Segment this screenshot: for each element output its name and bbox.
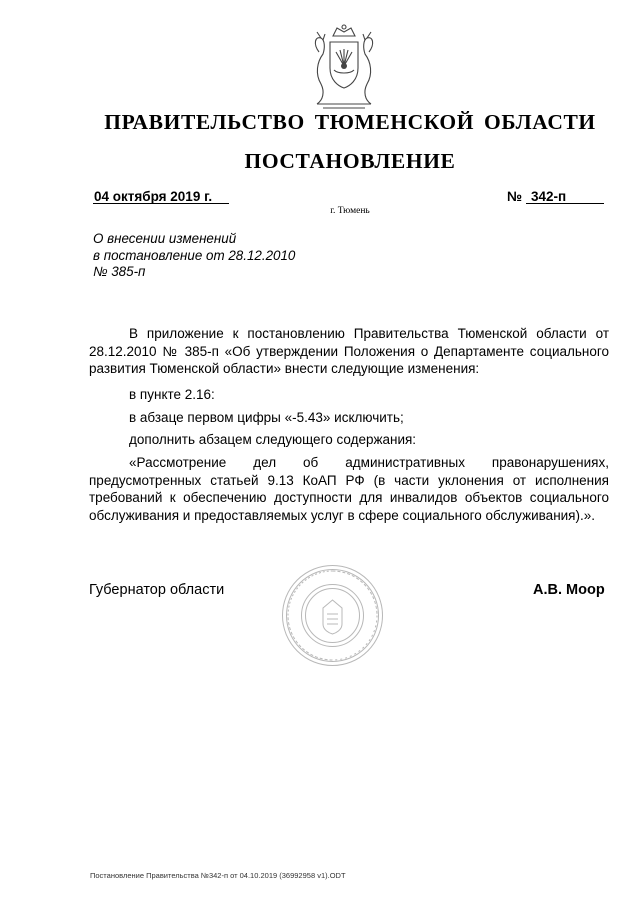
- subject-line: в постановление от 28.12.2010: [93, 247, 296, 263]
- date-underline: [93, 203, 229, 204]
- coat-of-arms-icon: [303, 22, 385, 112]
- document-number: 342-п: [531, 189, 567, 204]
- number-underline: [526, 203, 604, 204]
- signatory-name: А.В. Моор: [533, 582, 605, 598]
- document-city: г. Тюмень: [330, 206, 370, 216]
- document-subject: [93, 231, 295, 281]
- organization-title: ПРАВИТЕЛЬСТВО ТЮМЕНСКОЙ ОБЛАСТИ: [104, 110, 596, 134]
- body-paragraph-5: «Рассмотрение дел об административных правонарушениях, предусмотренных статьей 9.13 КоАП РФ (в части уклонения от исполнения требований к обеспечению доступности для инвалидов объектов социального обслуживания и предоставляемых услуг в сфере социального обслуживания).».: [89, 455, 609, 523]
- document-date: 04 октября 2019 г.: [94, 189, 213, 204]
- subject-line: № 385-п: [93, 264, 146, 279]
- official-seal-icon: [281, 564, 384, 667]
- body-paragraph-3: в абзаце первом цифры «-5.43» исключить;: [129, 410, 404, 425]
- signatory-role: Губернатор области: [89, 582, 225, 598]
- body-paragraph-1: В приложение к постановлению Правительства Тюменской области от 28.12.2010 № 385-п «Об утверждении Положения о Департаменте социального развития Тюменской области» внести следующие изменения:: [89, 326, 609, 377]
- document-type: ПОСТАНОВЛЕНИЕ: [244, 149, 456, 173]
- body-paragraph-4: дополнить абзацем следующего содержания:: [129, 432, 417, 447]
- number-sign: №: [507, 189, 523, 204]
- file-footer: Постановление Правительства №342-п от 04.10.2019 (36992958 v1).ODT: [90, 871, 346, 880]
- subject-line: О внесении изменений: [93, 231, 237, 246]
- body-paragraph-2: в пункте 2.16:: [129, 387, 215, 402]
